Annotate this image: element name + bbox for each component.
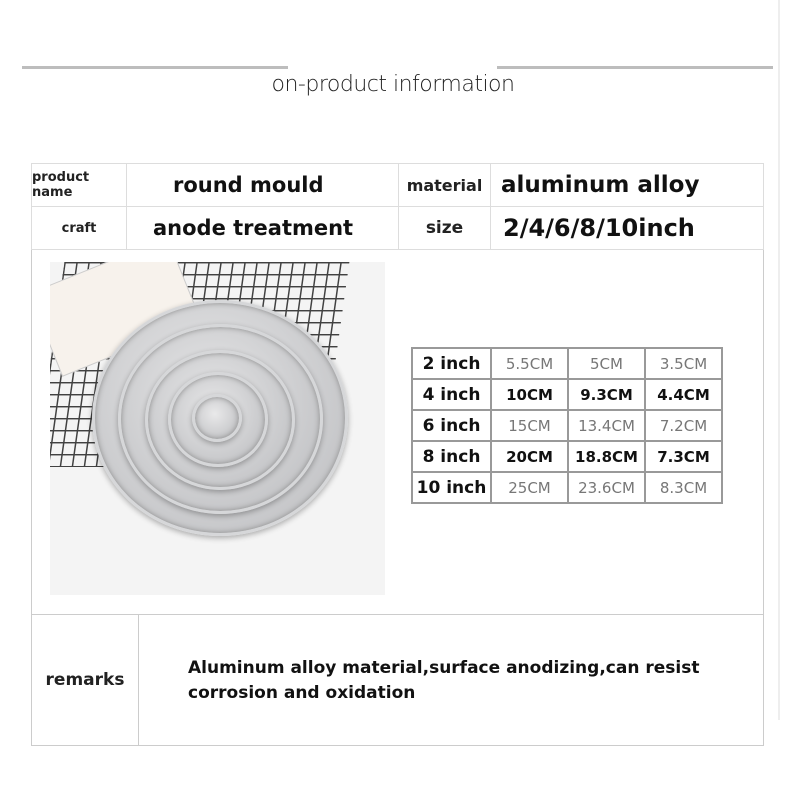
dim-cell: 13.4CM (568, 410, 645, 441)
table-row (412, 472, 722, 503)
size-value: 2/4/6/8/10inch (503, 214, 695, 242)
dim-cell: 18.8CM (568, 441, 645, 472)
dim-cell: 20CM (491, 441, 568, 472)
dim-cell: 7.2CM (645, 410, 722, 441)
remarks-text: Aluminum alloy material,surface anodizing,can resist corrosion and oxidation (188, 658, 700, 703)
dim-cell: 4.4CM (645, 379, 722, 410)
size-table (411, 347, 723, 504)
product-name-cell (126, 163, 399, 207)
table-row (412, 348, 722, 379)
page-edge (778, 0, 780, 720)
craft-cell (126, 206, 399, 250)
craft-label: craft (61, 220, 97, 236)
material-cell (490, 163, 764, 207)
product-photo (50, 262, 385, 595)
remarks-label: remarks (45, 670, 125, 690)
product-name-label-cell (31, 163, 127, 207)
dim-cell: 25CM (491, 472, 568, 503)
material-label: material (406, 175, 483, 195)
dim-cell: 7.3CM (645, 441, 722, 472)
size-label-cell (398, 206, 491, 250)
size-cell: 4 inch (412, 379, 491, 410)
dim-cell: 23.6CM (568, 472, 645, 503)
material-label-cell (398, 163, 491, 207)
dim-cell: 3.5CM (645, 348, 722, 379)
material-value: aluminum alloy (501, 172, 700, 198)
page-title: on-product information (271, 72, 515, 97)
dim-cell: 9.3CM (568, 379, 645, 410)
pan-2inch (192, 394, 242, 442)
table-row (412, 441, 722, 472)
product-name-value: round mould (173, 173, 324, 197)
size-label: size (425, 218, 464, 238)
size-cell: 2 inch (412, 348, 491, 379)
dim-cell: 15CM (491, 410, 568, 441)
remarks-label-cell (31, 614, 139, 746)
dim-cell: 8.3CM (645, 472, 722, 503)
size-cell: 8 inch (412, 441, 491, 472)
dim-cell: 5CM (568, 348, 645, 379)
table-row (412, 379, 722, 410)
divider-right (497, 66, 773, 69)
size-cell: 6 inch (412, 410, 491, 441)
dim-cell: 10CM (491, 379, 568, 410)
table-row (412, 410, 722, 441)
dim-cell: 5.5CM (491, 348, 568, 379)
divider-left (22, 66, 288, 69)
craft-label-cell (31, 206, 127, 250)
product-name-label: product name (32, 170, 90, 200)
size-cell: 10 inch (412, 472, 491, 503)
craft-value: anode treatment (153, 216, 354, 240)
size-cell (490, 206, 764, 250)
